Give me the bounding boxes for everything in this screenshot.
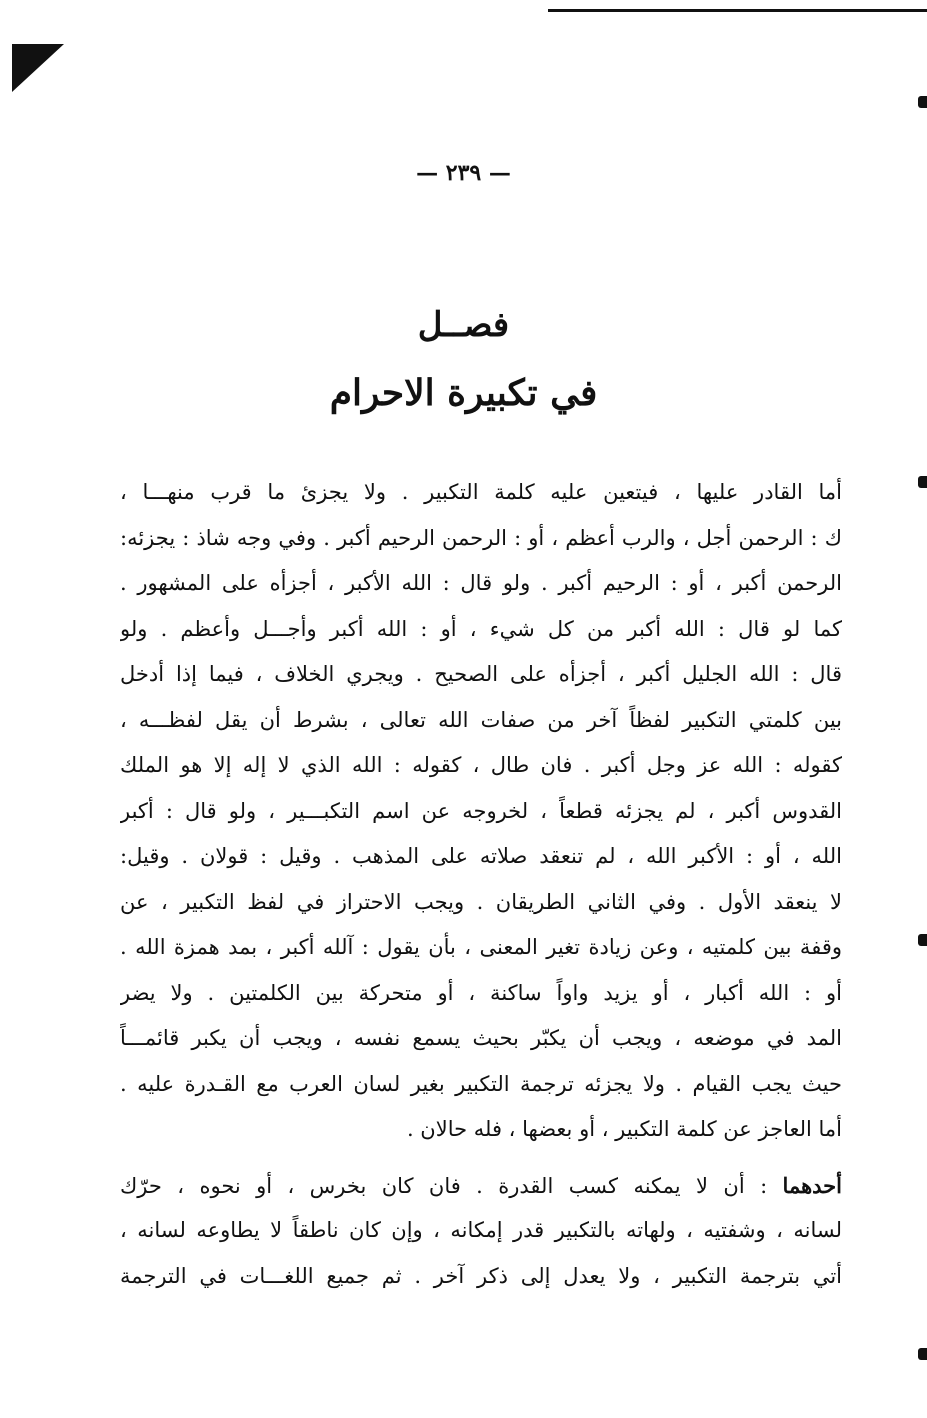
corner-triangle-mark xyxy=(12,44,64,92)
text-line: حيث يجب القيام . ولا يجزئه ترجمة التكبير بغير لسان العرب مع القـدرة عليه . xyxy=(120,1071,842,1096)
paragraph-lead-word: أحدهما xyxy=(782,1172,842,1198)
text-line: لا ينعقد الأول . وفي الثاني الطريقان . ويجب الاحتراز في لفظ التكبير ، عن xyxy=(120,889,842,914)
page-number: — ٢٣٩ — xyxy=(416,160,511,186)
text-line: وقفة بين كلمتيه ، وعن زيادة تغير المعنى ، بأن يقول : آلله أكبر ، بمد همزة الله . xyxy=(120,935,842,959)
text-line xyxy=(120,1163,842,1209)
text-line: قال : الله الجليل أكبر ، أجزأه على الصحيح . ويجري الخلاف ، فيما إذا أدخل xyxy=(120,662,842,686)
text-line: أتي بترجمة التكبير ، ولا يعدل إلى ذكر آخر . ثم جميع اللغـــات في الترجمة xyxy=(120,1263,842,1288)
text-line: أو : الله أكبار ، أو يزيد واواً ساكنة ، أو متحركة بين الكلمتين . ولا يضر xyxy=(120,980,842,1005)
text-line: أما القادر عليها ، فيتعين عليه كلمة التكبير . ولا يجزئ ما قرب منهـــا ، xyxy=(120,480,842,504)
text-line: الله ، أو : الأكبر الله ، لم تنعقد صلاته على المذهب . وقيل : قولان . وقيل: xyxy=(120,844,842,868)
top-rule xyxy=(548,9,927,12)
edge-dot-mark xyxy=(918,934,927,946)
edge-dot-mark xyxy=(918,96,927,108)
edge-dot-mark xyxy=(918,476,927,488)
edge-dot-mark xyxy=(918,1348,927,1360)
text-line: ك : الرحمن أجل ، والرب أعظم ، أو : الرحمن الرحيم أكبر . وفي وجه شاذ : يجزئه: xyxy=(120,525,842,550)
section-label: فصــل xyxy=(417,305,510,345)
text-span: : أن لا يمكنه كسب القدرة . فان كان بخرس ، أو نحوه ، حرّك xyxy=(120,1173,783,1198)
text-line: بين كلمتي التكبير لفظاً آخر من صفات الله تعالى ، بشرط أن يقل لفظـــه ، xyxy=(120,707,842,732)
paragraph-break xyxy=(120,1153,842,1163)
text-line: كقوله : الله عز وجل أكبر . فان طال ، كقوله : الله الذي لا إله إلا هو الملك xyxy=(120,753,842,777)
text-line: لسانه ، وشفتيه ، ولهاته بالتكبير قدر إمكانه ، وإن كان ناطقاً لا يطاوعه لسانه ، xyxy=(120,1218,842,1242)
text-line: كما لو قال : الله أكبر من كل شيء ، أو : الله أكبر وأجـــل وأعظم . ولو xyxy=(120,616,842,641)
body-text xyxy=(120,470,842,1299)
text-line: المد في موضعه ، ويجب أن يكبّر بحيث يسمع نفسه ، ويجب أن يكبر قائمـــاً xyxy=(120,1026,842,1050)
text-line: القدوس أكبر ، لم يجزئه قطعاً ، لخروجه عن اسم التكبـــير ، ولو قال : أكبر xyxy=(120,798,842,823)
text-line: أما العاجز عن كلمة التكبير ، أو بعضها ، فله حالان . xyxy=(406,1117,842,1141)
section-title: في تكبيرة الاحرام xyxy=(329,372,598,414)
text-line: الرحمن أكبر ، أو : الرحيم أكبر . ولو قال : الله الأكبر ، أجزأه على المشهور . xyxy=(120,571,842,595)
